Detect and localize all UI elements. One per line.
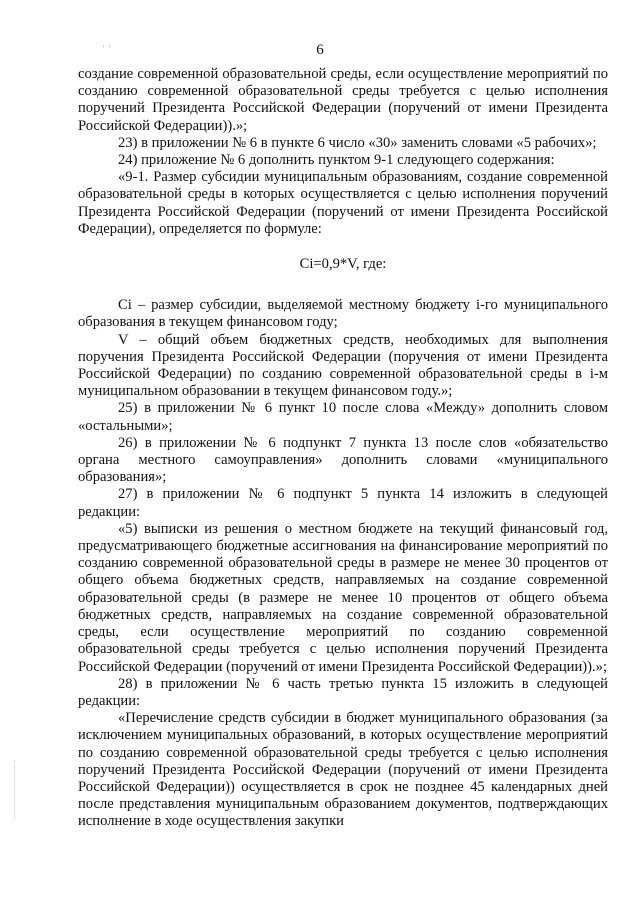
- paragraph-ci-definition: Ci – размер субсидии, выделяемой местному бюджету i-го муниципального образования в текущем финансовом году;: [78, 297, 608, 331]
- paragraph-subclause-5: «5) выписки из решения о местном бюджете на текущий финансовый год, предусматривающего бюджетные ассигнования на финансирование мероприятий по созданию современной образовательной среды в размере не менее 30 процентов от общего объема бюджетных средств, направляемых на создание современной образовательной среды (в размере не менее 10 процентов от общего объема бюджетных средств, направляемых на создание современной образовательной среды, если осуществление мероприятий по созданию современной образовательной среды требуется с целью исполнения поручений Президента Российской Федерации (поручений от имени Президента Российской Федерации)).»;: [78, 520, 608, 675]
- paragraph-v-definition: V – общий объем бюджетных средств, необходимых для выполнения поручения Президента Российской Федерации (поручения от имени Президента Российской Федерации) по созданию современной образовательной среды в i-м муниципальном образовании в текущем финансовом году.»;: [78, 331, 608, 400]
- document-body: [78, 66, 608, 831]
- paragraph-clause-9-1: «9-1. Размер субсидии муниципальным образованиям, создание современной образовательной среды в которых осуществляется с целью исполнения поручений Президента Российской Федерации (поручений от имени Президента Российской Федерации), определяется по формуле:: [78, 169, 608, 237]
- paragraph-continuation: создание современной образовательной среды, если осуществление мероприятий по созданию современной образовательной среды требуется с целью исполнения поручений Президента Российской Федерации (поручений от имени Президента Российской Федерации)).»;: [78, 66, 608, 134]
- scan-artifact: ' ': [103, 44, 111, 53]
- paragraph-item-23: 23) в приложении № 6 в пункте 6 число «30» заменить словами «5 рабочих»;: [118, 134, 597, 151]
- formula: Ci=0,9*V, где:: [299, 256, 387, 273]
- paragraph-item-25: 25) в приложении № 6 пункт 10 после слова «Между» дополнить словом «остальными»;: [78, 400, 608, 434]
- paragraph-item-26: 26) в приложении № 6 подпункт 7 пункта 13 после слов «обязательство органа местного самоуправления» дополнить словами «муниципального образования»;: [78, 434, 608, 486]
- page-number: 6: [316, 42, 324, 58]
- paragraph-transfer-clause: «Перечисление средств субсидии в бюджет муниципального образования (за исключением муниципальных образований, в которых осуществление мероприятий по созданию современной образовательной среды требуется с целью исполнения поручений Президента Российской Федерации (поручений от имени Президента Российской Федерации)) осуществляется в срок не позднее 45 календарных дней после представления муниципальным образованием документов, подтверждающих исполнение в ходе осуществления закупки: [78, 710, 608, 830]
- paragraph-item-24: 24) приложение № 6 дополнить пунктом 9-1 следующего содержания:: [118, 152, 555, 169]
- paragraph-item-28: 28) в приложении № 6 часть третью пункта 15 изложить в следующей редакции:: [78, 675, 608, 709]
- scan-edge-artifact: [14, 760, 18, 820]
- paragraph-item-27: 27) в приложении № 6 подпункт 5 пункта 14 изложить в следующей редакции:: [78, 486, 608, 520]
